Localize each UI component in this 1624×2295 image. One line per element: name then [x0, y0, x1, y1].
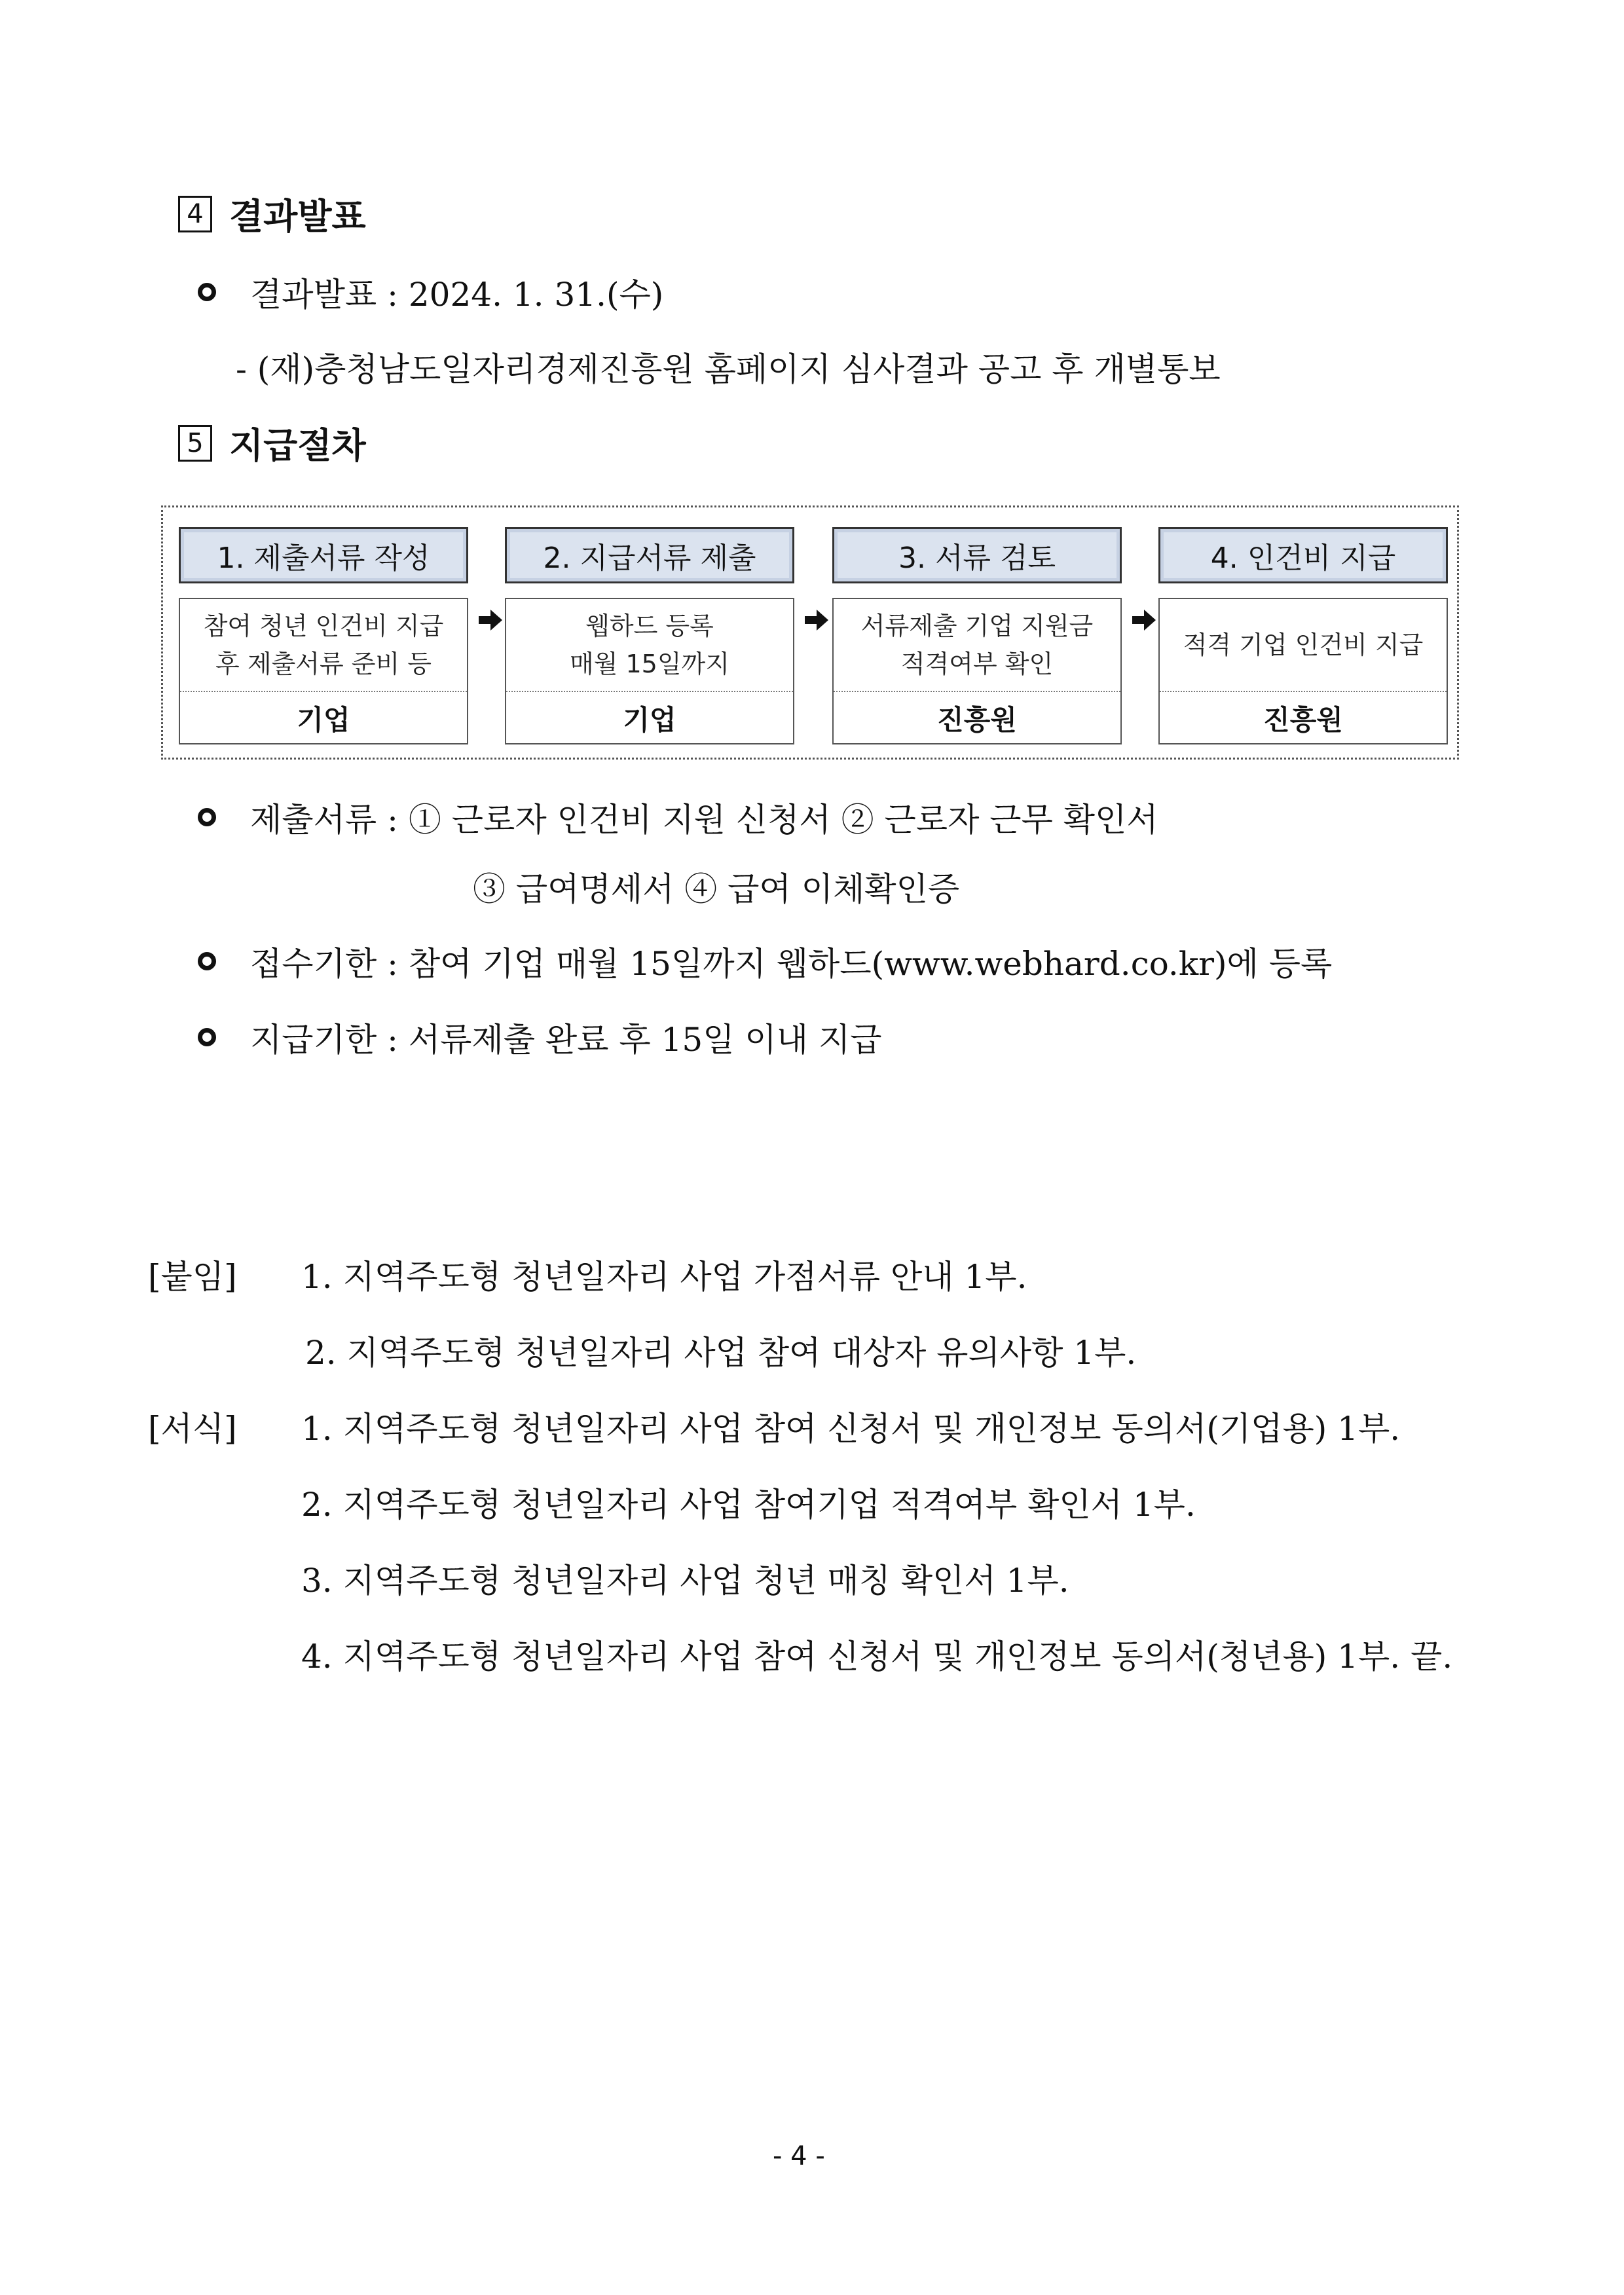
section-number-box: 4 — [178, 196, 212, 232]
form-item: 3. 지역주도형 청년일자리 사업 청년 매칭 확인서 1부. — [301, 1562, 1069, 1600]
form-item: 2. 지역주도형 청년일자리 사업 참여기업 적격여부 확인서 1부. — [301, 1486, 1196, 1524]
circle-bullet-icon — [198, 283, 216, 301]
page-number: - 4 - — [773, 2141, 825, 2171]
form-item: 1. 지역주도형 청년일자리 사업 참여 신청서 및 개인정보 동의서(기업용) 1부. — [301, 1410, 1401, 1448]
flow-step-desc — [834, 599, 1120, 692]
flow-step-actor: 기업 — [623, 704, 676, 736]
flow-step-desc-line: 후 제출서류 준비 등 — [215, 650, 432, 678]
circle-bullet-icon — [198, 808, 216, 826]
flow-step-desc-line: 적격 기업 인건비 지급 — [1183, 631, 1424, 659]
right-arrow-icon — [1130, 606, 1158, 634]
payment-deadline-line — [198, 1014, 882, 1061]
flow-step-body — [832, 598, 1122, 744]
flow-step-body — [1158, 598, 1448, 744]
section-5-heading — [178, 418, 366, 468]
section-title: 결과발표 — [229, 195, 366, 237]
flow-step-actor: 진흥원 — [937, 704, 1017, 736]
result-date-line — [198, 268, 663, 316]
flow-step-desc-line: 웹하드 등록 — [585, 612, 714, 640]
receipt-deadline-line — [198, 938, 1332, 985]
payment-deadline-text: 지급기한 : 서류제출 완료 후 15일 이내 지급 — [250, 1021, 882, 1059]
section-4-heading — [178, 189, 366, 239]
payment-flow-diagram — [161, 505, 1459, 760]
flow-step-desc — [506, 599, 793, 692]
flow-step-4 — [1158, 527, 1448, 744]
circle-bullet-icon — [198, 1028, 216, 1046]
flow-step-desc — [1160, 599, 1447, 692]
attachment-item: 1. 지역주도형 청년일자리 사업 가점서류 안내 1부. — [301, 1258, 1027, 1296]
forms-label: [서식] — [148, 1410, 237, 1448]
form-item: 4. 지역주도형 청년일자리 사업 참여 신청서 및 개인정보 동의서(청년용) 1부. 끝. — [301, 1638, 1453, 1676]
circle-bullet-icon — [198, 952, 216, 970]
attachment-item: 2. 지역주도형 청년일자리 사업 참여 대상자 유의사항 1부. — [305, 1334, 1137, 1372]
section-title: 지급절차 — [229, 424, 366, 466]
flow-step-body — [179, 598, 468, 744]
flow-step-desc-line: 참여 청년 인건비 지급 — [203, 612, 444, 640]
flow-step-actor: 진흥원 — [1263, 704, 1343, 736]
flow-step-desc-line: 적격여부 확인 — [900, 650, 1054, 678]
flow-step-title: 2. 지급서류 제출 — [505, 527, 794, 583]
flow-step-title: 3. 서류 검토 — [832, 527, 1122, 583]
result-notice-text: - (재)충청남도일자리경제진흥원 홈페이지 심사결과 공고 후 개별통보 — [236, 350, 1221, 388]
flow-step-actor: 기업 — [297, 704, 350, 736]
flow-step-desc — [180, 599, 467, 692]
section-number-box: 5 — [178, 425, 212, 462]
flow-step-2 — [505, 527, 794, 744]
documents-line — [198, 794, 1158, 841]
flow-step-title: 4. 인건비 지급 — [1158, 527, 1448, 583]
right-arrow-icon — [476, 606, 505, 634]
flow-step-1 — [179, 527, 468, 744]
documents-text-cont: ③ 급여명세서 ④ 급여 이체확인증 — [473, 870, 960, 908]
flow-step-title: 1. 제출서류 작성 — [179, 527, 468, 583]
documents-text: 제출서류 : ① 근로자 인건비 지원 신청서 ② 근로자 근무 확인서 — [250, 801, 1158, 839]
flow-step-desc-line: 서류제출 기업 지원금 — [860, 612, 1094, 640]
flow-step-desc-line: 매월 15일까지 — [570, 650, 729, 678]
flow-step-body — [505, 598, 794, 744]
right-arrow-icon — [802, 606, 831, 634]
flow-step-3 — [832, 527, 1122, 744]
result-date-text: 결과발표 : 2024. 1. 31.(수) — [250, 276, 664, 314]
attachments-label: [붙임] — [148, 1258, 237, 1296]
receipt-deadline-text: 접수기한 : 참여 기업 매월 15일까지 웹하드(www.webhard.co.kr)에 등록 — [250, 945, 1333, 983]
